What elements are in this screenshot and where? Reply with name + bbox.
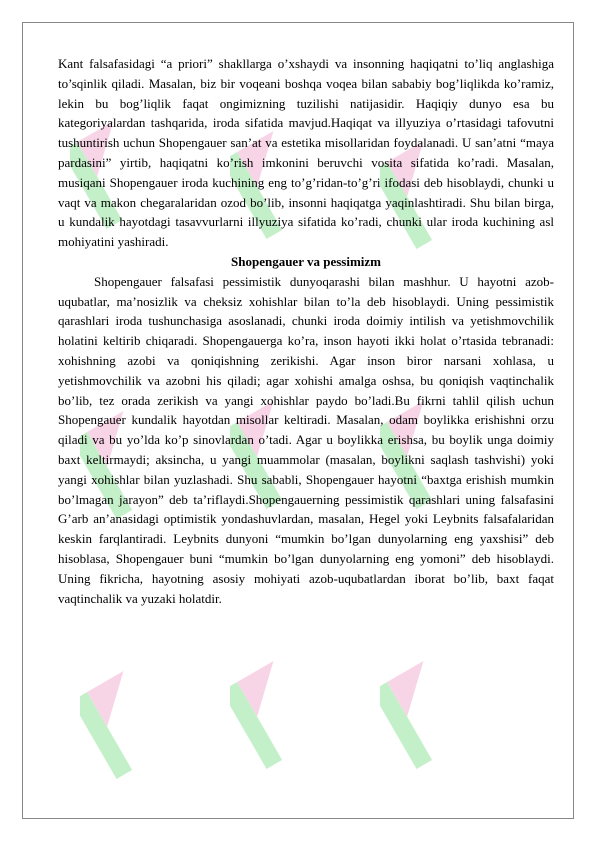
paragraph-pessimism: Shopengauer falsafasi pessimistik dunyoqarashi bilan mashhur. U hayotni azob-uqubatlar, ma’nosizlik va cheksiz xohishlar bilan to’la deb hisoblaydi. Uning pessimistik qarashlari iroda tushunchasiga asoslanadi, chunki iroda doimiy intilish va yetishmovchilik holatini keltirib chiqaradi. Shopengauerga ko’ra, inson hayoti ikki holat o’rtasida tebranadi: xohishning azobi va qoniqishning zerikishi. Agar inson biror narsani xohlasa, u yetishmovchilik va azobni his qiladi; agar xohishi amalga oshsa, bu qoniqish vaqtinchalik bo’lib, tez orada zerikish va yangi xohishlar paydo bo’ladi.Bu fikrni tahlil qilish uchun Shopengauer kundalik hayotdan misollar keltiradi. Masalan, odam boylikka erishishni orzu qiladi va bu yo’lda ko’p sinovlardan o’tadi. Agar u boylikka erishsa, bu boylik unga doimiy baxt keltirmaydi; aksincha, u yangi muammolar (masalan, boylikni saqlash tashvishi) yoki yangi xohishlar bilan yuzlashadi. Shu sababli, Shopengauer hayotni “baxtga erishish mumkin bo’lmagan jarayon” deb ta’riflaydi.Shopengauerning pessimistik qarashlari uning falsafasini G’arb an’anasidagi optimistik yondashuvlardan, masalan, Hegel yoki Leybnits falsafalaridan keskin farqlantiradi. Leybnits dunyoni “mumkin bo’lgan dunyolarning eng yaxshisi” deb hisoblasa, Shopengauer buni “mumkin bo’lgan dunyolarning eng yomoni” deb hisoblaydi. Uning fikricha, hayotning asosiy mohiyati azob-uqubatlardan iborat bo’lib, baxt faqat vaqtinchalik va yuzaki holatdir. xyxy=(58,273,554,606)
section-heading: Shopengauer va pessimizm xyxy=(231,253,381,269)
paragraph-kant-apriori: Kant falsafasidagi “a priori” shakllarga o’xshaydi va insonning haqiqatni to’liq anglashiga to’sqinlik qiladi. Masalan, biz bir voqeani boshqa voqea bilan sababiy bog’liqlikda ko’ramiz, lekin bu bog’liqlik faqat ongimizning tuzilishi natijasidir. Haqiqiy dunyo esa bu kategoriyalardan tashqarida, iroda sifatida mavjud.Haqiqat va illyuziya o’rtasidagi tafovutni tushuntirish uchun Shopengauer san’at va estetika misollaridan foydalanadi. U san’atni “maya pardasini” yirtib, haqiqatni ko’rish imkonini beruvchi vosita sifatida ko’radi. Masalan, musiqani Shopengauer iroda kuchining eng to’g’ridan-to’g’ri ifodasi deb hisoblaydi, chunki u vaqt va makon chegaralaridan ozod bo’lib, insonni haqiqatga yaqinlashtiradi. Shu bilan birga, u kundalik hayotdagi tasavvurlarni illyuziya sifatida ko’radi, chunki ular iroda kuchining asl mohiyatini yashiradi. xyxy=(58,56,554,250)
document-body xyxy=(58,54,554,608)
